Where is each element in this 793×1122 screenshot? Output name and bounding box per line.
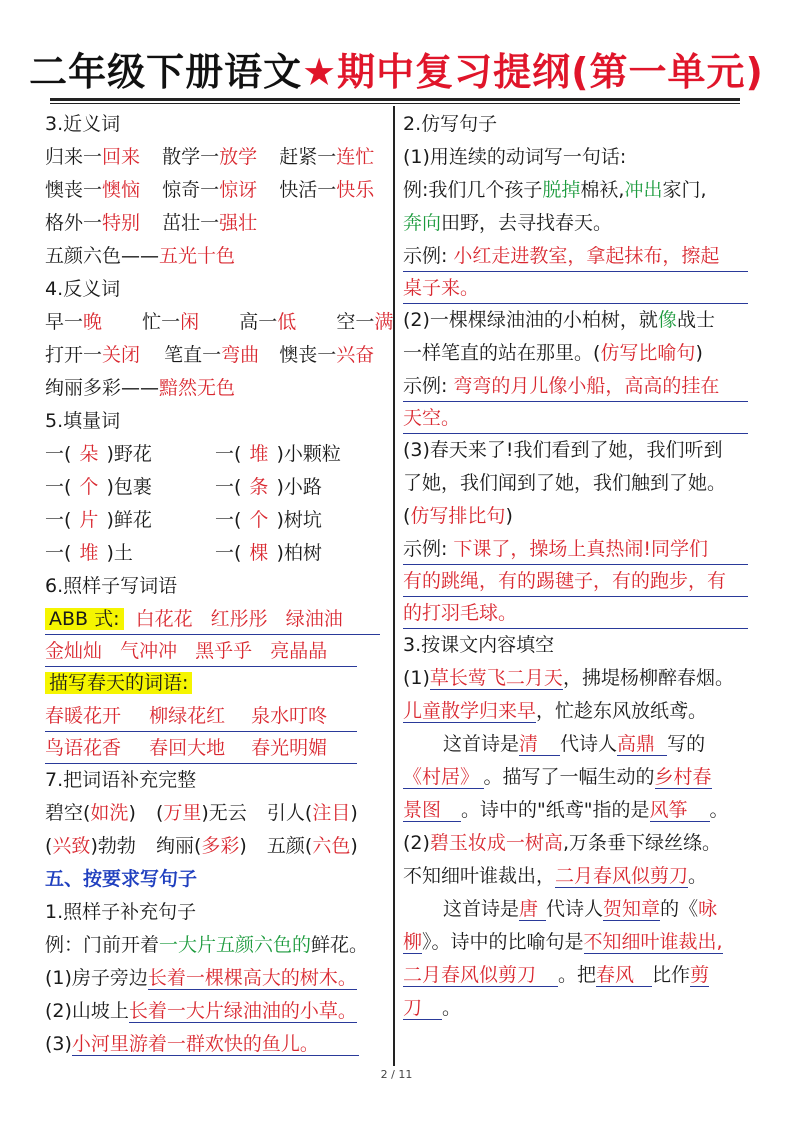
synonym-row: 五颜六色——五光十色 [45,245,236,267]
poem-line: 儿童散学归来早，忙趁东风放纸鸢。 [403,700,708,722]
column-divider [393,106,395,1066]
title-rule-thin [50,103,740,104]
right-column [403,108,753,1025]
antonym-row: 绚丽多彩——黯然无色 [45,377,236,399]
answer-row: 有的跳绳，有的踢毽子，有的跑步，有 [403,565,748,597]
poem-info-line: 《村居》 。描写了一幅生动的乡村春 [403,766,712,788]
question-text: (3)春天来了!我们看到了她，我们听到 [403,439,723,461]
complete-words-row: 碧空(如洗) (万里)无云 引人(注目) [45,802,358,824]
section-five-title: 五、按要求写句子 [45,868,198,890]
poem-info-line: 这首诗是唐 代诗人贺知章的《咏 [443,898,718,920]
poem-line: (2)碧玉妆成一树高,万条垂下绿丝绦。 [403,832,721,854]
abb-row: ABB 式: 白花花 红彤彤 绿油油 [45,603,380,635]
antonym-row: 打开一关闭 笔直一弯曲 懊丧一兴奋 [45,344,375,366]
section-imitate-title: 2.仿写句子 [403,113,498,135]
abb-label: ABB 式: [45,608,124,630]
question-text: (仿写排比句) [403,505,513,527]
answer-row: 示例: 下课了，操场上真热闹!同学们 [403,533,748,565]
poem-line: (1)草长莺飞二月天，拂堤杨柳醉春烟。 [403,667,734,689]
title-black: 二年级下册语文 [29,50,303,94]
poem-line: 不知细叶谁裁出，二月春风似剪刀。 [403,865,708,887]
sentence-answer-row: (1)房子旁边长着一棵棵高大的树木。 [45,967,357,989]
poem-info-line: 这首诗是清 代诗人高鼎 写的 [443,733,706,755]
synonym-row: 格外一特别 茁壮一强壮 [45,212,258,234]
section-synonyms-title: 3.近义词 [45,113,121,135]
poem-info-line: 景图 。诗中的"纸鸢"指的是风筝 。 [403,799,729,821]
section-antonyms-title: 4.反义词 [45,278,121,300]
left-column [45,108,394,1061]
sentence-answer-row: (3)小河里游着一群欢快的鱼儿。 [45,1028,390,1061]
spring-words-label-row [45,667,390,700]
title-rule [50,98,740,101]
answer-row: 的打羽毛球。 [403,597,748,629]
spring-words-label: 描写春天的词语: [45,672,192,694]
question-text: 了她，我们闻到了她，我们触到了她。 [403,472,727,494]
measure-word-row: 一( 朵 )野花 一( 堆 )小颗粒 [45,443,341,465]
section-complete-sentence-title: 1.照样子补充句子 [45,901,197,923]
spring-words-row: 春暖花开 柳绿花红 泉水叮咚 [45,700,357,732]
star-icon: ★ [302,50,338,94]
example-text: 奔向田野，去寻找春天。 [403,212,613,234]
section-write-words-title: 6.照样子写词语 [45,575,178,597]
page-number: 2 / 11 [380,1068,413,1081]
example-text: 例:我们几个孩子脱掉棉袄,冲出家门, [403,179,707,201]
title-red: 期中复习提纲(第一单元) [337,50,764,94]
section-complete-words-title: 7.把词语补充完整 [45,769,197,791]
section-fill-text-title: 3.按课文内容填空 [403,634,555,656]
measure-word-row: 一( 个 )包裹 一( 条 )小路 [45,476,322,498]
sentence-answer-row: (2)山坡上长着一大片绿油油的小草。 [45,1000,357,1022]
answer-row: 桌子来。 [403,272,748,304]
complete-words-row: (兴致)勃勃 绚丽(多彩) 五颜(六色) [45,835,358,857]
question-text: (1)用连续的动词写一句话: [403,146,627,168]
antonym-row: 早一晚 忙一闲 高一低 空一满 [45,311,394,333]
question-text: 一样笔直的站在那里。(仿写比喻句) [403,342,703,364]
poem-info-line: 柳》。诗中的比喻句是不知细叶谁裁出, [403,931,723,953]
synonym-row: 懊丧一懊恼 惊奇一惊讶 快活一快乐 [45,179,375,201]
example-sentence: 例：门前开着一大片五颜六色的鲜花。 [45,934,369,956]
answer-row: 天空。 [403,402,748,434]
question-text: (2)一棵棵绿油油的小柏树，就像战士 [403,309,715,331]
answer-row: 示例: 弯弯的月儿像小船，高高的挂在 [403,370,748,402]
synonym-row: 归来一回来 散学一放学 赶紧一连忙 [45,146,375,168]
measure-word-row: 一( 堆 )土 一( 棵 )柏树 [45,542,322,564]
page-title [0,48,793,96]
poem-info-line: 刀 。 [403,997,462,1019]
measure-word-row: 一( 片 )鲜花 一( 个 )树坑 [45,509,322,531]
abb-row: 金灿灿 气冲冲 黑乎乎 亮晶晶 [45,635,357,667]
poem-info-line: 二月春风似剪刀 。把春风 比作剪 [403,964,710,986]
section-measure-words-title: 5.填量词 [45,410,121,432]
answer-row: 示例: 小红走进教室，拿起抹布，擦起 [403,240,748,272]
spring-words-row: 鸟语花香 春回大地 春光明媚 [45,732,357,764]
